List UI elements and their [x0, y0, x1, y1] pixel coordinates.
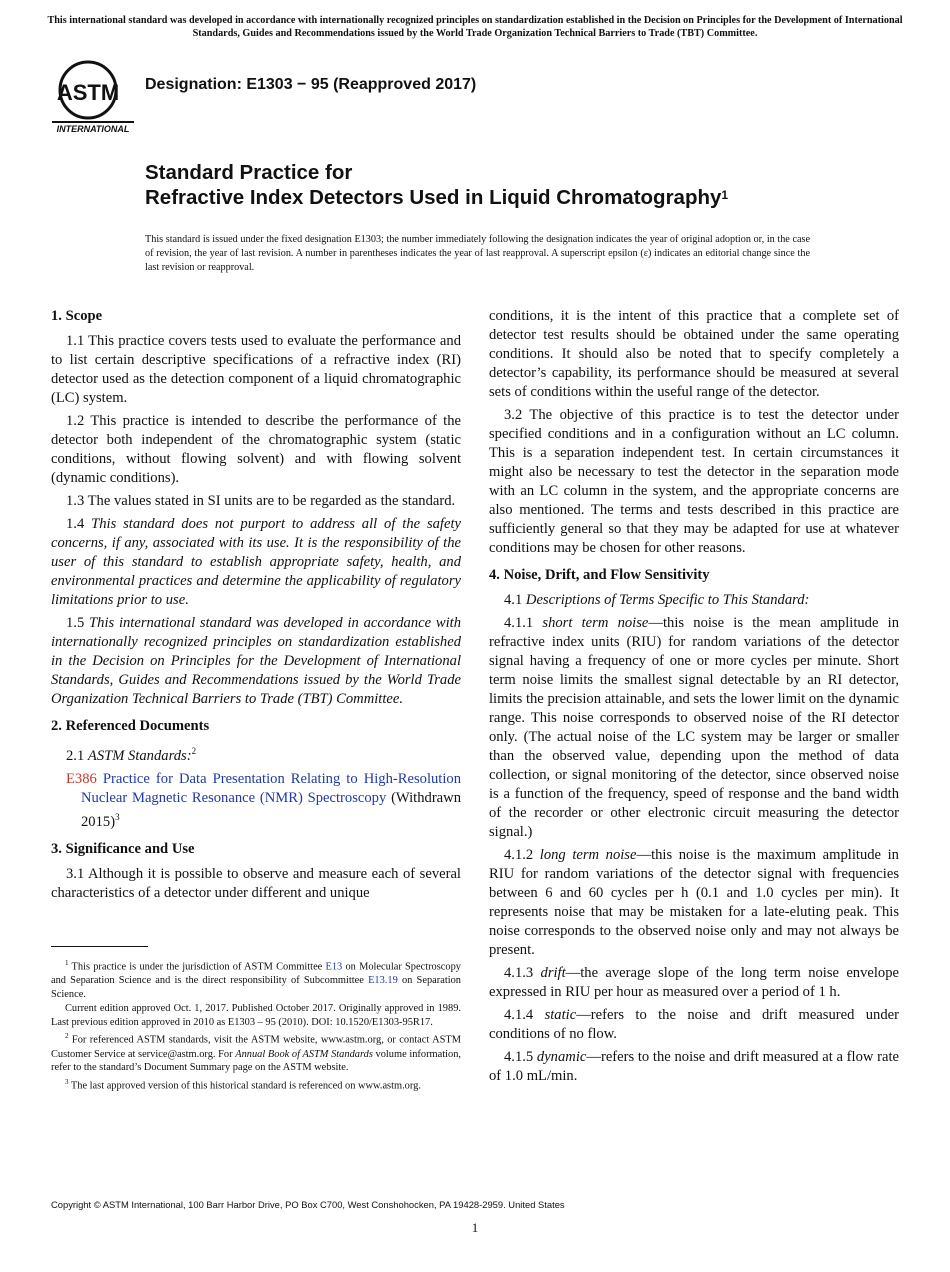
astm-logo — [52, 58, 134, 136]
para-1-3: 1.3 The values stated in SI units are to be regarded as the standard. — [66, 493, 456, 509]
footnote-3: $^3$ The last approved version of this historical standard is referenced on www.astm.org. — [65, 1077, 421, 1092]
top-notice: This international standard was developed in accordance with internationally recognized principles on standardization established in the Decision on Principles for the Development of International Standards, Guides and Recommendations issued by the World Trade Organization Technical Barriers to Trade (TBT) Committee. — [47, 15, 903, 39]
footnotes — [51, 957, 461, 1094]
footnote-divider — [51, 946, 148, 947]
page-title — [145, 160, 865, 210]
designation: Designation: E1303 − 95 (Reapproved 2017) — [145, 76, 477, 93]
title-line-1: Standard Practice for — [145, 161, 353, 184]
section-2-heading: 2. Referenced Documents — [51, 718, 210, 734]
para-4-1-4: 4.1.4 static—refers to the noise and drift measured under conditions of no flow. — [489, 1007, 899, 1042]
section-3-heading: 3. Significance and Use — [51, 840, 195, 857]
para-1-2: 1.2 This practice is intended to describe the performance of the detector both independent of the chromatographic system (static conditions, without flowing solvent) and with flowing solvent (dynamic conditions). — [51, 413, 461, 486]
svg-text:INTERNATIONAL: INTERNATIONAL — [56, 124, 130, 134]
para-3-2: 3.2 The objective of this practice is to test the detector under specified conditions and in a configuration without an LC column. This is a separation independent test. In certain circumstances it might also be necessary to test the detector in the separation mode with an LC column in the system, and the appropriate concerns are also mentioned. The terms and tests described in this practice are sufficiently general so that they may be adapted for use at whatever conditions may be chosen for other reasons. — [489, 407, 899, 556]
page-number: 1 — [471, 1220, 479, 1235]
svg-text:ASTM: ASTM — [56, 80, 120, 105]
para-4-1-1: 4.1.1 short term noise—this noise is the mean amplitude in refractive index units (RIU) for random variations of the detector signal having a frequency of one or more cycles per minute. Short term noise limits the smallest signal detectable by an RI detector, limits the precision attainable, and sets the lower limit on the dynamic range. This noise corresponds to observed noise of the RI detector only. (The actual noise of the LC system may be larger or smaller than the observed value, depending upon the method of data collection, or signal monitoring of the detector, since observed noise is a function of the frequency, speed of response and the band width of the recorder or other electronic circuit measuring the detector signal.) — [489, 615, 899, 840]
ref-code-link[interactable]: E386 — [66, 770, 97, 787]
section-4-heading: 4. Noise, Drift, and Flow Sensitivity — [489, 567, 710, 583]
ref-title-link[interactable]: Practice for Data Presentation Relating to High-Resolution Nuclear Magnetic Resonance (NMR) Spectroscopy — [81, 770, 461, 806]
para-2-1: 2.1 ASTM Standards:$^2$ — [66, 746, 197, 764]
subcommittee-e13-19-link[interactable]: E13.19 — [368, 975, 398, 987]
right-column — [489, 307, 899, 1090]
para-1-1: 1.1 This practice covers tests used to evaluate the performance and to list certain descriptive specifications of a refractive index (RI) detector used as the detection component of a liquid chromatographic (LC) system. — [51, 333, 461, 406]
para-4-1-5: 4.1.5 dynamic—refers to the noise and drift measured at a flow rate of 1.0 mL/min. — [489, 1049, 899, 1084]
section-1-heading: 1. Scope — [51, 308, 103, 324]
left-column — [51, 307, 461, 907]
committee-e13-link[interactable]: E13 — [325, 961, 343, 973]
para-4-1: 4.1 Descriptions of Terms Specific to This Standard: — [504, 592, 810, 608]
issued-note: This standard is issued under the fixed designation E1303; the number immediately following the designation indicates the year of original adoption or, in the case of revision, the year of last revision. A number in parentheses indicates the year of last reapproval. A superscript epsilon (ε) indicates an editorial change since the last revision or reapproval. — [145, 234, 810, 273]
para-1-5: 1.5 This international standard was developed in accordance with internationally recognized principles on standardization established in the Decision on Principles for the Development of International Standards, Guides and Recommendations issued by the World Trade Organization Technical Barriers to Trade (TBT) Committee. — [51, 615, 462, 707]
footnote-2: $^2$ For referenced ASTM standards, visit the ASTM website, www.astm.org, or contact ASTM Customer Service at service@astm.org. For Annual Book of ASTM Standards volume information, refer to the standard’s Document Summary page on the ASTM website. — [51, 1032, 461, 1074]
para-4-1-3: 4.1.3 drift—the average slope of the long term noise envelope expressed in RIU per hour as measured over a period of 1 h. — [489, 965, 899, 1000]
copyright: Copyright © ASTM International, 100 Barr Harbor Drive, PO Box C700, West Conshohocken, PA 19428-2959. United States — [51, 1199, 565, 1210]
footnote-1: $^1$ This practice is under the jurisdiction of ASTM Committee E13 on Molecular Spectroscopy and Separation Science and is the direct responsibility of Subcommittee E13.19 on Separation Science. — [51, 959, 461, 1000]
para-1-4: 1.4 This standard does not purport to address all of the safety concerns, if any, associated with its use. It is the responsibility of the user of this standard to establish appropriate safety, health, and environmental practices and determine the applicability of regulatory limitations prior to use. — [51, 516, 461, 608]
title-line-2: Refractive Index Detectors Used in Liquid Chromatography$^1$ — [145, 186, 729, 209]
footnote-current-edition: Current edition approved Oct. 1, 2017. Published October 2017. Originally approved in 1989. Last previous edition approved in 2010 as E1303 – 95 (2010). DOI: 10.1520/E1303-95R17. — [51, 1003, 461, 1028]
reference-e386: E386 Practice for Data Presentation Relating to High-Resolution Nuclear Magnetic Resonance (NMR) Spectroscopy (Withdrawn 2015)$^3$ — [66, 770, 461, 830]
para-3-1b: conditions, it is the intent of this practice that a complete set of detector test results should be obtained under the same operating conditions. It should also be noted that to specify completely a detector’s capability, its performance should be measured at several sets of conditions within the useful range of the detector. — [489, 308, 899, 400]
title-footnote-mark: 1 — [721, 188, 729, 202]
para-4-1-2: 4.1.2 long term noise—this noise is the maximum amplitude in RIU for random variations of the detector signal with frequencies between 6 and 60 cycles per h (0.1 and 1.0 cycles per min). It represents noise that may be mistaken for a late-eluting peak. This noise corresponds to the observed noise only and may not always be present. — [489, 847, 899, 958]
para-3-1a: 3.1 Although it is possible to observe and measure each of several characteristics of a detector under different and unique — [51, 865, 461, 901]
